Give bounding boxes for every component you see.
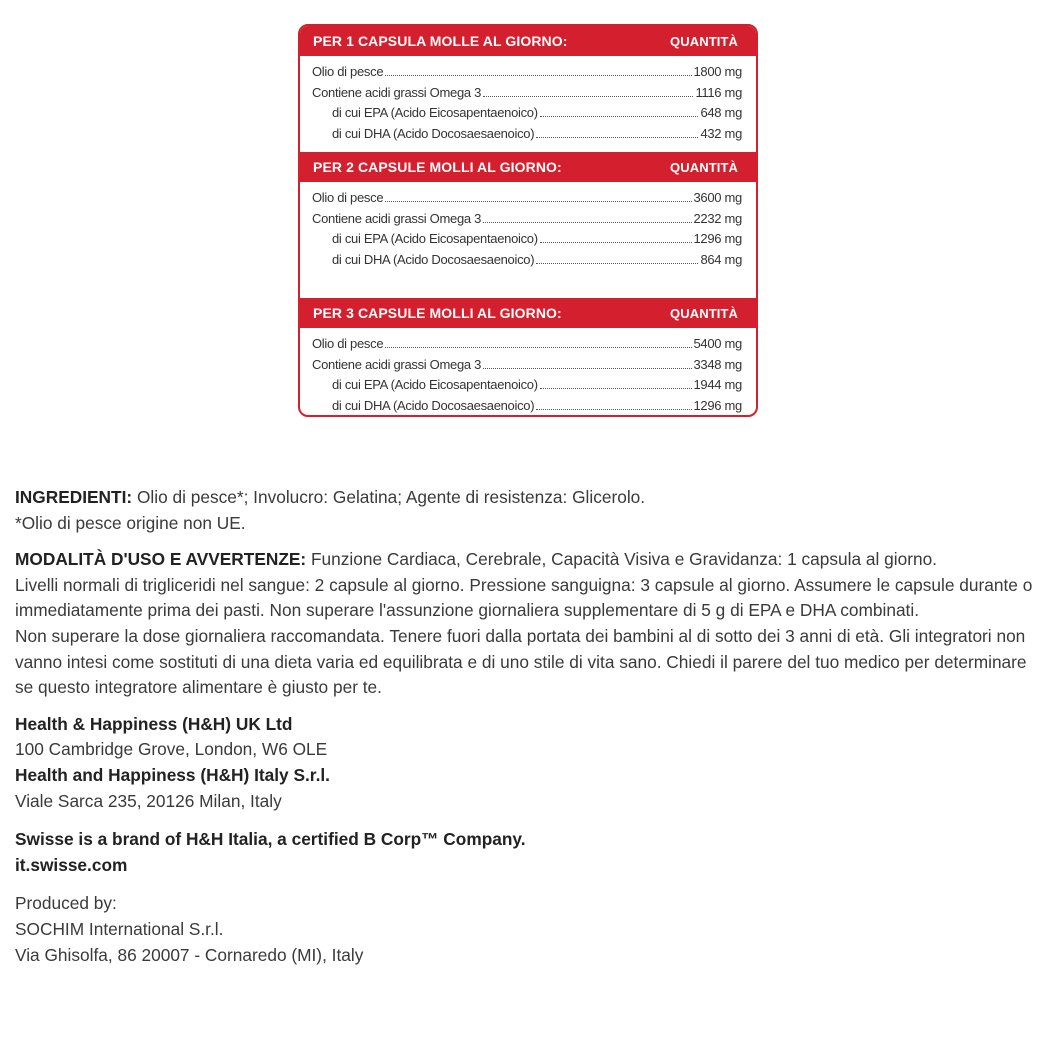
it-company-name	[15, 763, 1045, 789]
row-label: di cui DHA (Acido Docosaesaenoico)	[332, 251, 535, 267]
dot-leader	[483, 95, 693, 97]
section-body-3	[300, 328, 756, 417]
row-label: Olio di pesce	[312, 190, 384, 205]
row-label: Contiene acidi grassi Omega 3	[312, 356, 482, 372]
table-row	[312, 375, 742, 396]
section-title: PER 1 CAPSULA MOLLE AL GIORNO:	[313, 33, 568, 49]
row-value: 1944 mg	[693, 377, 742, 392]
row-value: 3348 mg	[693, 356, 742, 372]
brand-statement	[15, 827, 1045, 853]
usage-heading: MODALITÀ D'USO E AVVERTENZE:	[15, 549, 307, 570]
row-label: Olio di pesce	[312, 64, 384, 79]
table-row	[312, 62, 742, 83]
row-label: Olio di pesce	[312, 336, 384, 351]
section-body-1	[300, 56, 756, 152]
usage-paragraph	[15, 547, 1045, 573]
table-row	[312, 229, 742, 250]
row-label: di cui EPA (Acido Eicosapentaenoico)	[332, 377, 538, 392]
dot-leader	[385, 74, 691, 76]
quantity-label: QUANTITÀ	[670, 305, 738, 321]
it-company-address: Viale Sarca 235, 20126 Milan, Italy	[15, 790, 282, 811]
producer-name: SOCHIM International S.r.l.	[15, 918, 224, 939]
table-row	[312, 250, 742, 271]
ingredients-paragraph	[15, 485, 1045, 511]
row-value: 2232 mg	[693, 210, 742, 226]
row-value: 864 mg	[700, 251, 742, 267]
section-header-1	[300, 26, 756, 56]
row-label: di cui DHA (Acido Docosaesaenoico)	[332, 125, 535, 141]
quantity-label: QUANTITÀ	[670, 159, 738, 175]
row-value: 648 mg	[700, 105, 742, 120]
section-title: PER 3 CAPSULE MOLLI AL GIORNO:	[313, 305, 562, 321]
row-label: Contiene acidi grassi Omega 3	[312, 210, 482, 226]
section-header-3	[300, 298, 756, 328]
dot-leader	[540, 241, 692, 243]
uk-company-name-text: Health & Happiness (H&H) UK Ltd	[15, 713, 293, 734]
section-title: PER 2 CAPSULE MOLLI AL GIORNO:	[313, 159, 562, 175]
table-row	[312, 396, 742, 417]
row-value: 1296 mg	[693, 231, 742, 246]
dot-leader	[385, 346, 691, 348]
table-row	[312, 83, 742, 104]
dot-leader	[536, 408, 691, 410]
quantity-label: QUANTITÀ	[670, 33, 738, 49]
section-header-2	[300, 152, 756, 182]
table-row	[312, 124, 742, 145]
section-body-2	[300, 182, 756, 298]
table-row	[312, 209, 742, 230]
row-value: 432 mg	[700, 125, 742, 141]
brand-statement-text: Swisse is a brand of H&H Italia, a certified B Corp™ Company.	[15, 829, 526, 850]
uk-company-name	[15, 712, 1045, 738]
label-text-block	[15, 485, 1045, 968]
row-label: di cui EPA (Acido Eicosapentaenoico)	[332, 105, 538, 120]
dot-leader	[385, 200, 691, 202]
row-label: Contiene acidi grassi Omega 3	[312, 84, 482, 100]
dot-leader	[540, 115, 699, 117]
row-value: 1800 mg	[693, 64, 742, 79]
ingredients-note: *Olio di pesce origine non UE.	[15, 512, 246, 533]
brand-website-text: it.swisse.com	[15, 854, 128, 875]
dot-leader	[483, 367, 691, 369]
row-value: 1116 mg	[695, 84, 742, 100]
row-label: di cui DHA (Acido Docosaesaenoico)	[332, 397, 535, 413]
nutrition-table	[298, 24, 758, 417]
brand-website	[15, 853, 1045, 879]
table-row	[312, 355, 742, 376]
dot-leader	[536, 136, 698, 138]
table-row	[312, 103, 742, 124]
row-value: 5400 mg	[693, 336, 742, 351]
row-label: di cui EPA (Acido Eicosapentaenoico)	[332, 231, 538, 246]
dot-leader	[536, 262, 698, 264]
usage-paragraph-2: Non superare la dose giornaliera raccomandata. Tenere fuori dalla portata dei bambini al di sotto dei 3 anni di età. Gli integratori non vanno intesi come sostituti di una dieta varia ed equilibrata e di uno stile di vita sano. Chiedi il parere del tuo medico per determinare se questo integratore alimentare è giusto per te.	[15, 625, 1027, 698]
dot-leader	[483, 221, 691, 223]
uk-company-address: 100 Cambridge Grove, London, W6 OLE	[15, 739, 328, 760]
table-row	[312, 188, 742, 209]
producer-label: Produced by:	[15, 893, 117, 914]
table-row	[312, 334, 742, 355]
row-value: 3600 mg	[693, 190, 742, 205]
ingredients-heading: INGREDIENTI:	[15, 487, 133, 507]
row-value: 1296 mg	[693, 397, 742, 413]
usage-text: Funzione Cardiaca, Cerebrale, Capacità Visiva e Gravidanza: 1 capsula al giorno.	[306, 549, 937, 570]
it-company-name-text: Health and Happiness (H&H) Italy S.r.l.	[15, 764, 330, 785]
ingredients-text: Olio di pesce*; Involucro: Gelatina; Agente di resistenza: Glicerolo.	[132, 487, 646, 507]
dot-leader	[540, 387, 692, 389]
producer-address: Via Ghisolfa, 86 20007 - Cornaredo (MI), Italy	[15, 944, 364, 965]
usage-paragraph-1: Livelli normali di trigliceridi nel sangue: 2 capsule al giorno. Pressione sanguigna: 3 capsule al giorno. Assumere le capsule durante o immediatamente prima dei pasti. Non superare l'assunzione giornaliera supplementare di 5 g di EPA e DHA combinati.	[15, 574, 1033, 621]
